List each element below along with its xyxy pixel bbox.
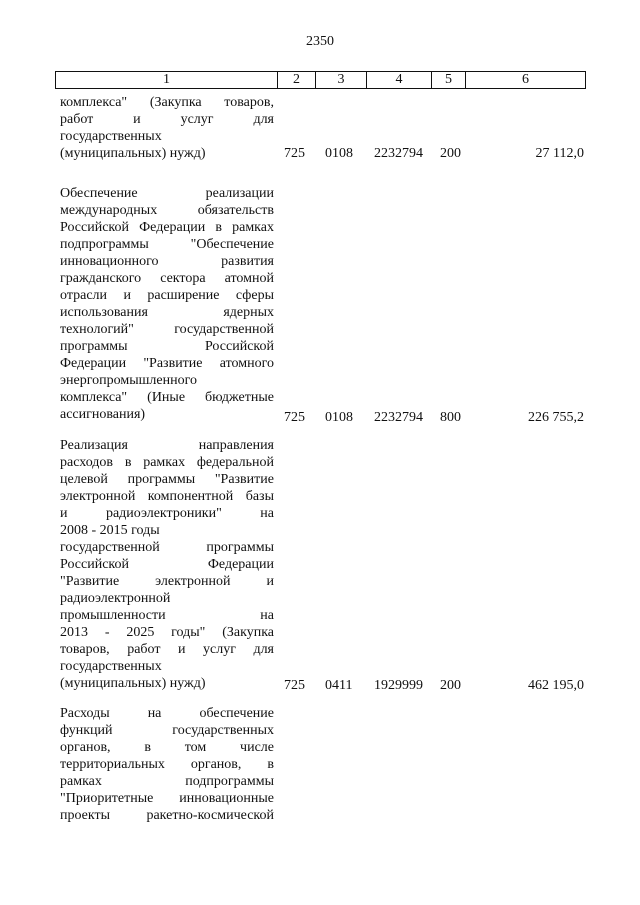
description-line: "Приоритетные инновационные — [60, 791, 274, 806]
description-line: энергопромышленного — [60, 373, 197, 388]
row-description — [60, 437, 274, 692]
description-line: Российской Федерации — [60, 557, 274, 572]
description-line: функций государственных — [60, 723, 274, 738]
description-line: комплекса" (Иные бюджетные — [60, 390, 274, 405]
description-line: работ и услуг для — [60, 112, 274, 127]
column-header-3: 3 — [316, 72, 367, 89]
description-line: территориальных органов, в — [60, 757, 274, 772]
description-line: радиоэлектронной — [60, 591, 171, 606]
description-line: программы Российской — [60, 339, 274, 354]
description-line: Федерации "Развитие атомного — [60, 356, 274, 371]
cell-col2: 725 — [284, 410, 305, 425]
cell-col2: 725 — [284, 146, 305, 161]
description-line: комплекса" (Закупка товаров, — [60, 95, 274, 110]
cell-col5: 200 — [440, 678, 461, 693]
page-number: 2350 — [306, 34, 334, 49]
description-line: органов, в том числе — [60, 740, 274, 755]
description-line: электронной компонентной базы — [60, 489, 274, 504]
description-line: подпрограммы "Обеспечение — [60, 237, 274, 252]
description-line: товаров, работ и услуг для — [60, 642, 274, 657]
row-description — [60, 185, 274, 423]
description-line: Реализация направления — [60, 438, 274, 453]
cell-col6: 27 112,0 — [535, 146, 584, 161]
description-line: и радиоэлектроники" на — [60, 506, 274, 521]
cell-col6: 462 195,0 — [528, 678, 584, 693]
column-header-row — [56, 72, 586, 89]
description-line: Расходы на обеспечение — [60, 706, 274, 721]
column-header-5: 5 — [432, 72, 466, 89]
description-line: рамках подпрограммы — [60, 774, 274, 789]
column-header-table — [55, 71, 586, 89]
description-line: использования ядерных — [60, 305, 274, 320]
description-line: Российской Федерации в рамках — [60, 220, 274, 235]
description-line: (муниципальных) нужд) — [60, 676, 206, 691]
cell-col4: 2232794 — [374, 410, 423, 425]
description-line: 2008 - 2015 годы — [60, 523, 160, 538]
row-description — [60, 705, 274, 824]
cell-col6: 226 755,2 — [528, 410, 584, 425]
column-header-6: 6 — [466, 72, 586, 89]
description-line: промышленности на — [60, 608, 274, 623]
column-header-4: 4 — [367, 72, 432, 89]
description-line: государственных — [60, 129, 162, 144]
description-line: государственных — [60, 659, 162, 674]
description-line: отрасли и расширение сферы — [60, 288, 274, 303]
description-line: государственной программы — [60, 540, 274, 555]
description-line: Обеспечение реализации — [60, 186, 274, 201]
description-line: (муниципальных) нужд) — [60, 146, 206, 161]
description-line: ассигнования) — [60, 407, 146, 422]
description-line: технологий" государственной — [60, 322, 274, 337]
cell-col2: 725 — [284, 678, 305, 693]
cell-col5: 200 — [440, 146, 461, 161]
column-header-1: 1 — [56, 72, 278, 89]
description-line: международных обязательств — [60, 203, 274, 218]
cell-col4: 2232794 — [374, 146, 423, 161]
description-line: 2013 - 2025 годы" (Закупка — [60, 625, 274, 640]
cell-col4: 1929999 — [374, 678, 423, 693]
description-line: проекты ракетно-космической — [60, 808, 274, 823]
row-description — [60, 94, 274, 162]
cell-col3: 0108 — [325, 146, 353, 161]
cell-col5: 800 — [440, 410, 461, 425]
cell-col3: 0108 — [325, 410, 353, 425]
description-line: "Развитие электронной и — [60, 574, 274, 589]
description-line: расходов в рамках федеральной — [60, 455, 274, 470]
column-header-2: 2 — [278, 72, 316, 89]
description-line: инновационного развития — [60, 254, 274, 269]
cell-col3: 0411 — [325, 678, 353, 693]
description-line: целевой программы "Развитие — [60, 472, 274, 487]
description-line: гражданского сектора атомной — [60, 271, 274, 286]
